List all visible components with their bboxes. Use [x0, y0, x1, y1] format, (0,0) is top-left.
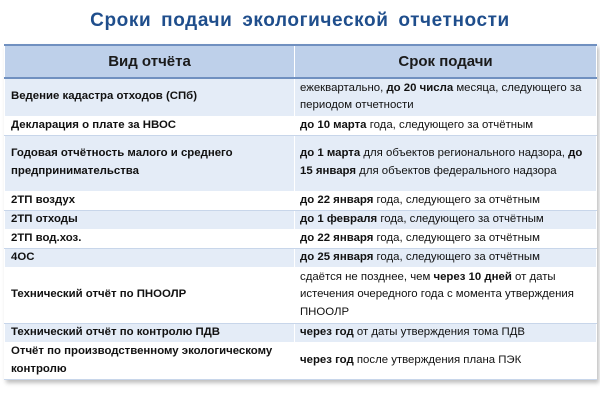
deadline-cell: [295, 135, 597, 191]
table-row: [5, 267, 597, 323]
deadline-emphasis: до 1 февраля: [300, 212, 378, 225]
report-type-cell: 2ТП вод.хоз.: [5, 229, 295, 248]
deadline-text: сдаётся не позднее, чем: [300, 270, 434, 283]
report-type-cell: 2ТП отходы: [5, 210, 295, 229]
table-row: [5, 78, 597, 116]
report-type-cell: Ведение кадастра отходов (СПб): [5, 78, 295, 116]
deadline-text: года, следующего за отчётным: [373, 250, 540, 263]
deadline-cell: [295, 323, 597, 342]
deadline-cell: [295, 78, 597, 116]
table-row: [5, 210, 597, 229]
deadline-text: для объектов федерального надзора: [356, 165, 557, 177]
deadline-cell: [295, 229, 597, 248]
deadline-text: от даты утверждения тома ПДВ: [353, 325, 525, 338]
deadline-cell: [295, 342, 597, 379]
deadline-cell: [295, 191, 597, 210]
deadline-text: года, следующего за отчётным: [377, 212, 544, 225]
deadline-emphasis: до 10 марта: [300, 118, 367, 131]
header-report-type: Вид отчёта: [5, 45, 295, 78]
report-type-cell: 4ОС: [5, 248, 295, 267]
deadline-emphasis: до 25 января: [300, 250, 374, 263]
deadline-cell: [295, 248, 597, 267]
deadline-cell: [295, 116, 597, 135]
deadline-emphasis: до 20 числа: [386, 81, 454, 94]
table-row: [5, 248, 597, 267]
report-type-cell: Технический отчёт по ПНООЛР: [5, 267, 295, 323]
deadline-text: от даты истечения очередного года с момента утверждения ПНООЛР: [300, 270, 574, 318]
report-type-cell: Отчёт по производственному экологическому контролю: [5, 342, 295, 379]
deadline-emphasis: через 10 дней: [433, 270, 512, 283]
header-deadline: Срок подачи: [295, 45, 597, 78]
report-type-cell: Годовая отчётность малого и среднего предпринимательства: [5, 135, 295, 191]
deadline-text: месяца, следующего за периодом отчетности: [300, 81, 582, 112]
table-row: [5, 191, 597, 210]
deadline-emphasis: до 22 января: [300, 231, 374, 244]
deadline-emphasis: до 22 января: [300, 193, 374, 206]
deadline-emphasis: до 1 марта: [300, 147, 361, 160]
report-deadlines-table: [4, 44, 597, 380]
table-row: [5, 323, 597, 342]
table-header-row: [5, 45, 597, 78]
deadline-text: года, следующего за отчётным: [373, 231, 540, 244]
table-row: [5, 229, 597, 248]
deadline-text: после утверждения плана ПЭК: [353, 353, 522, 366]
deadline-text: года, следующего за отчётным: [366, 118, 534, 131]
table-row: [5, 135, 597, 191]
deadline-emphasis: через год: [300, 353, 354, 366]
table-row: [5, 342, 597, 379]
deadline-emphasis: через год: [300, 325, 354, 338]
table-row: [5, 116, 597, 135]
deadline-text: для объектов регионального надзора,: [360, 147, 569, 160]
report-type-cell: Декларация о плате за НВОС: [5, 116, 295, 135]
deadline-text: года, следующего за отчётным: [373, 193, 540, 206]
report-type-cell: 2ТП воздух: [5, 191, 295, 210]
deadline-text: ежеквартально,: [300, 81, 387, 94]
deadline-cell: [295, 267, 597, 323]
deadline-cell: [295, 210, 597, 229]
deadline-emphasis: до 15 января: [300, 147, 583, 177]
page-title: Сроки подачи экологической отчетности: [90, 10, 510, 31]
report-type-cell: Технический отчёт по контролю ПДВ: [5, 323, 295, 342]
